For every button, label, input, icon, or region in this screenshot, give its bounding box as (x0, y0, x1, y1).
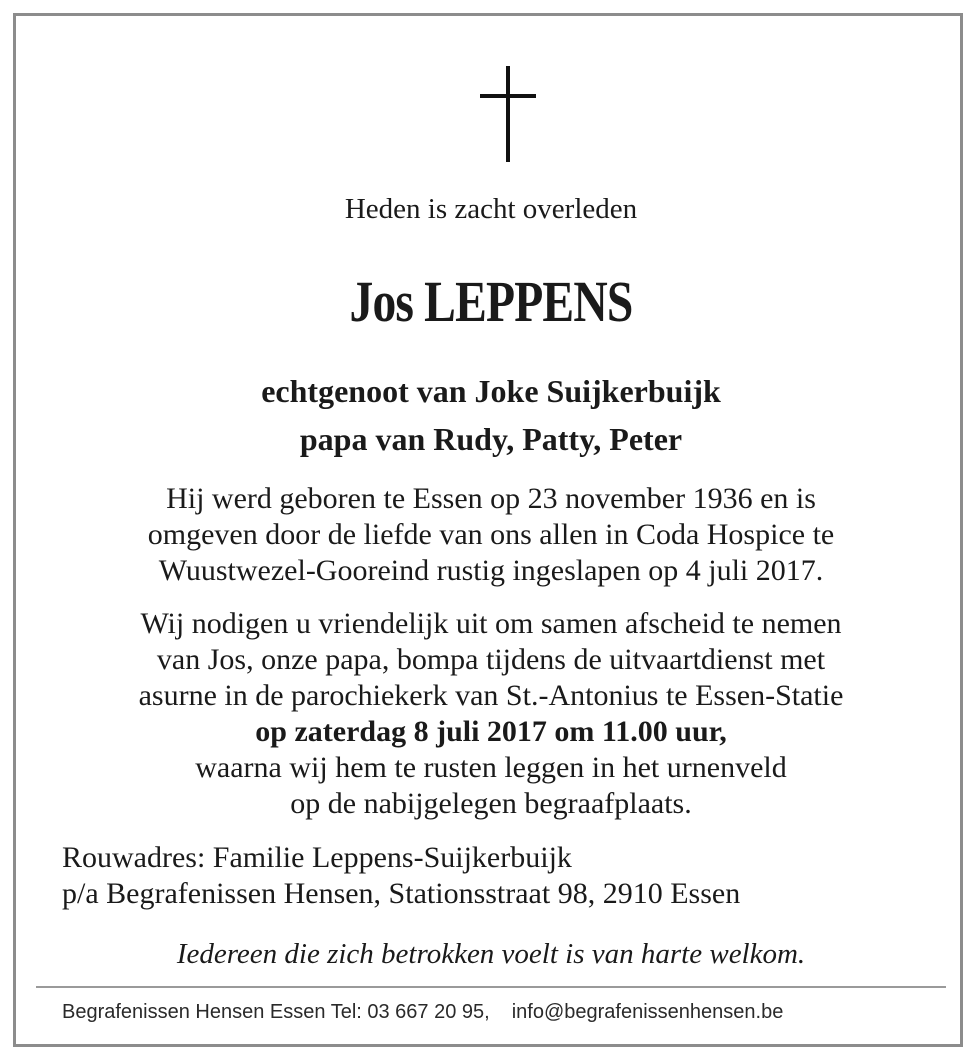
intro-text: Heden is zacht overleden (344, 193, 638, 225)
footer-email: info@begrafenissenhensen.be (511, 1001, 784, 1023)
footer-divider (36, 986, 946, 988)
ceremony-paragraph (16, 606, 966, 822)
relations-block (16, 367, 966, 463)
footer (62, 1001, 783, 1024)
birth-line: Wuustwezel-Gooreind rustig ingeslapen op 4 juli 2017. (158, 554, 824, 587)
relation-spouse: echtgenoot van Joke Suijkerbuijk (261, 373, 721, 409)
deceased-name: Jos LEPPENS (349, 269, 633, 334)
address-line: p/a Begrafenissen Hensen, Stationsstraat 98, 2910 Essen (62, 877, 741, 910)
cross-icon (480, 66, 536, 162)
relation-children: papa van Rudy, Patty, Peter (299, 421, 683, 457)
ceremony-line: asurne in de parochiekerk van St.-Antonius te Essen-Statie (138, 679, 844, 712)
address-line: Rouwadres: Familie Leppens-Suijkerbuijk (62, 841, 572, 874)
obituary-card (13, 13, 963, 1047)
mourning-address (62, 840, 740, 912)
ceremony-line: op de nabijgelegen begraafplaats. (290, 787, 692, 820)
welcome-text: Iedereen die zich betrokken voelt is van harte welkom. (176, 938, 806, 970)
birth-paragraph (16, 481, 966, 589)
ceremony-line: Wij nodigen u vriendelijk uit om samen afscheid te nemen (140, 607, 842, 640)
footer-company-phone: Begrafenissen Hensen Essen Tel: 03 667 20 95, (62, 1001, 490, 1023)
ceremony-line: van Jos, onze papa, bompa tijdens de uitvaartdienst met (156, 643, 826, 676)
birth-line: omgeven door de liefde van ons allen in Coda Hospice te (147, 518, 835, 551)
ceremony-date: op zaterdag 8 juli 2017 om 11.00 uur, (255, 715, 727, 748)
ceremony-line: waarna wij hem te rusten leggen in het urnenveld (195, 751, 787, 784)
birth-line: Hij werd geboren te Essen op 23 november 1936 en is (166, 482, 816, 515)
